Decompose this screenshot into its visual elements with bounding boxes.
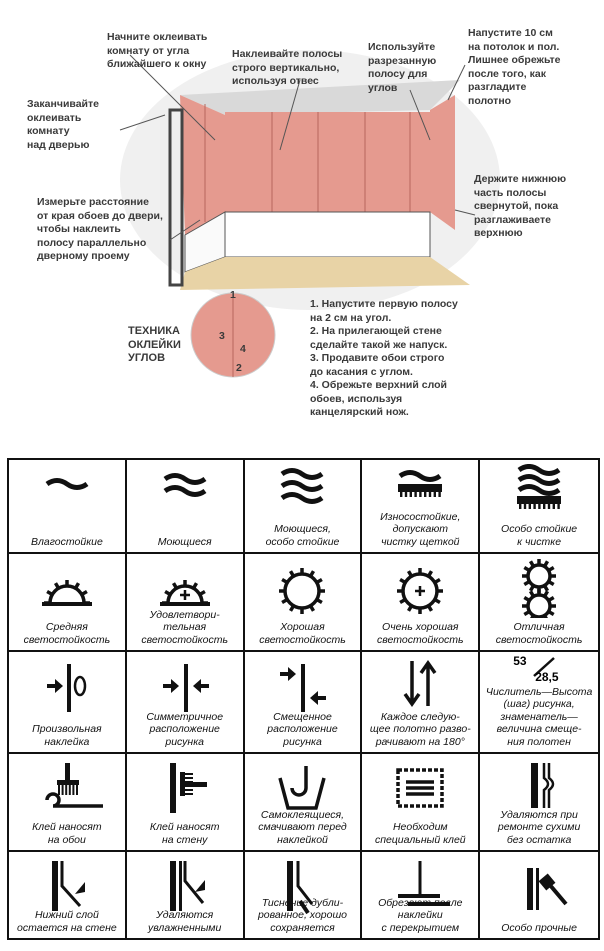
- symbol-label: Особо прочные: [501, 921, 577, 934]
- symbol-label: Смещенное расположение рисунка: [267, 710, 338, 748]
- symbol-cell: [9, 852, 127, 938]
- symbol-cell: [127, 554, 245, 652]
- symbol-label: Нижний слой остается на стене: [17, 909, 117, 934]
- symbol-label: Произвольная наклейка: [32, 723, 102, 748]
- symbol-cell: [245, 852, 363, 938]
- symbol-cell: [9, 652, 127, 754]
- symbol-cell: [245, 652, 363, 754]
- symbol-cell: [362, 652, 480, 754]
- note-cut-strip: Используйте разрезанную полосу для углов: [368, 41, 437, 94]
- sun-icon: [252, 558, 352, 618]
- brush-on-wall-icon: [135, 758, 235, 818]
- symbol-label: Влагостойкие: [30, 535, 103, 548]
- corner-number: 4: [240, 343, 246, 355]
- symbol-label: Износостойкие, допускают чистку щеткой: [380, 510, 461, 548]
- fraction-numerator: 53: [513, 654, 527, 668]
- symbol-cell: [127, 652, 245, 754]
- hammer-icon: [489, 856, 589, 916]
- symbol-cell: [127, 460, 245, 554]
- note-measure: Измерьте расстояние от края обоев до двери, чтобы наклеить полосу параллельно дверному проему: [37, 196, 163, 262]
- corner-number: 1: [230, 289, 236, 301]
- wave-3-brush-icon: [489, 464, 589, 524]
- symbol-cell: [127, 754, 245, 852]
- arrows-symmetric-icon: [135, 656, 235, 716]
- arrow-line-zero-icon: [17, 656, 117, 716]
- symbol-label: Хорошая светостойкость: [259, 621, 346, 646]
- wave-1-icon: [17, 464, 117, 524]
- symbol-cell: [362, 754, 480, 852]
- symbol-label: Клей наносят на обои: [32, 821, 102, 846]
- symbol-label: Необходим специальный клей: [374, 821, 466, 846]
- symbol-label: Удаляются увлажненными: [148, 909, 222, 934]
- symbol-label: Симметричное расположение рисунка: [146, 710, 224, 748]
- corner-number: 2: [236, 362, 242, 374]
- symbol-cell: [480, 554, 598, 652]
- symbol-table: [7, 458, 600, 940]
- symbol-cell: [362, 554, 480, 652]
- symbol-cell: [362, 852, 480, 938]
- symbol-label: Особо стойкие к чистке: [501, 523, 578, 548]
- symbol-label: Тиснение дубли- рованное, хорошо сохраняется: [257, 896, 348, 934]
- double-sun-icon: [489, 558, 589, 618]
- symbol-label: Каждое следую- щее полотно разво- рачивают на 180°: [369, 710, 471, 748]
- wet-peel-icon: [135, 856, 235, 916]
- symbol-cell: [9, 554, 127, 652]
- symbol-label: Очень хорошая светостойкость: [377, 621, 464, 646]
- symbol-cell: [245, 754, 363, 852]
- note-vertical: Наклеивайте полосы строго вертикально, используя отвес: [232, 48, 343, 87]
- symbol-cell: [245, 554, 363, 652]
- symbol-label: Числитель—Высота (шаг) рисунка, знаменатель— величина смеще- ния полотен: [485, 685, 593, 748]
- arrows-up-down-icon: [370, 656, 470, 716]
- arrows-offset-icon: [252, 656, 352, 716]
- special-glue-icon: [370, 758, 470, 818]
- peel-layer-icon: [17, 856, 117, 916]
- symbol-cell: [9, 460, 127, 554]
- symbol-label: Клей наносят на стену: [149, 821, 220, 846]
- symbol-cell: [480, 852, 598, 938]
- symbol-label: Моющиеся: [157, 535, 212, 548]
- symbol-cell: [480, 754, 598, 852]
- symbol-cell: [9, 754, 127, 852]
- symbol-label: Отличная светостойкость: [495, 621, 583, 646]
- symbol-label: Средняя светостойкость: [23, 621, 111, 646]
- symbol-label: Самоклеящиеся, смачивают перед наклейкой: [258, 808, 347, 846]
- symbol-label: Обрезают после наклейки с перекрытием: [378, 896, 463, 934]
- fraction-denominator: 28,5: [535, 670, 559, 684]
- note-roll-bottom: Держите нижнюю часть полосы свернутой, пока разглаживаете верхнюю: [474, 173, 567, 239]
- back-wall: [225, 112, 430, 212]
- floor: [180, 257, 470, 290]
- corner-technique-title: ТЕХНИКА ОКЛЕЙКИ УГЛОВ: [128, 325, 181, 364]
- symbol-label: Удаляются при ремонте сухими без остатка: [497, 808, 581, 846]
- symbol-label: Моющиеся, особо стойкие: [265, 523, 340, 548]
- symbol-cell: [480, 652, 598, 754]
- note-overlap: Напустите 10 см на потолок и пол. Лишнее обрежьте после того, как разгладите полотно: [468, 27, 561, 107]
- corner-number: 3: [219, 330, 225, 342]
- wave-3-icon: [252, 464, 352, 524]
- wave-2-icon: [135, 464, 235, 524]
- brush-on-roll-icon: [17, 758, 117, 818]
- symbol-cell: [127, 852, 245, 938]
- note-start-corner: Начните оклеивать комнату от угла ближайшего к окну: [107, 31, 208, 70]
- corner-steps: 1. Напустите первую полосу на 2 см на угол. 2. На прилегающей стене сделайте такой же напуск. 3. Продавите обои строго до касания с углом. 4. Обрежьте верхний слой обоев, используя канцелярский нож.: [310, 298, 458, 418]
- left-wall: [180, 95, 225, 235]
- symbol-cell: [245, 460, 363, 554]
- note-finish-door: Заканчивайте оклеивать комнату над дверью: [27, 98, 99, 151]
- symbol-label: Удовлетвори- тельная светостойкость: [141, 608, 228, 646]
- sun-plus-icon: [370, 558, 470, 618]
- symbol-cell: [362, 460, 480, 554]
- symbol-cell: [480, 460, 598, 554]
- half-sun-icon: [17, 558, 117, 618]
